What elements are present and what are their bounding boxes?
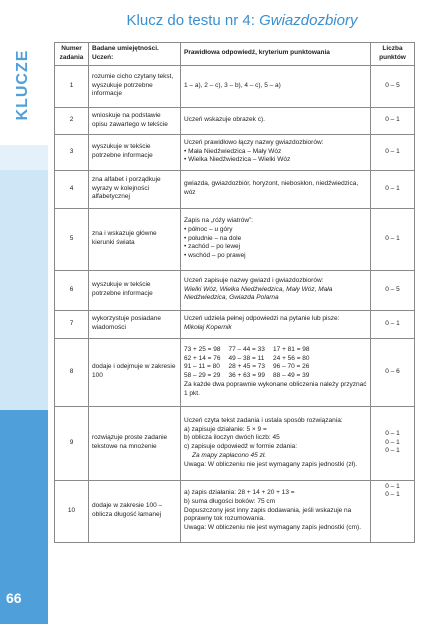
table-row	[55, 170, 415, 208]
table-row	[55, 65, 415, 107]
task-skill: wnioskuje na podstawie opisu zawartego w tekście	[89, 107, 181, 134]
task-number: 10	[55, 480, 89, 542]
task-points: 0 – 1	[371, 107, 415, 134]
task-number: 9	[55, 406, 89, 480]
task-points: 0 – 1 0 – 1 0 – 1	[371, 406, 415, 480]
task-number: 1	[55, 65, 89, 107]
task-points: 0 – 1	[371, 134, 415, 170]
sidebar-band-mid	[0, 170, 48, 410]
task-number: 4	[55, 170, 89, 208]
header-skill: Badane umiejętności. Uczeń:	[89, 43, 181, 66]
task-points: 0 – 5	[371, 270, 415, 310]
page-number: 66	[6, 590, 22, 606]
task-answer: Uczeń udziela pełnej odpowiedzi na pytanie lub pisze: Mikołaj Kopernik	[181, 310, 371, 338]
task-answer: a) zapis działania: 28 + 14 + 20 + 13 = b) suma długości boków: 75 cm Dopuszczony jest inny zapis dodawania, jeśli wskazuje na poprawny tok rozumowania. Uwaga: W obliczeniu nie jest wymagany zapis jednostki (cm).	[181, 480, 371, 542]
answer-key-table	[54, 42, 415, 543]
table-row	[55, 310, 415, 338]
task-skill: zna alfabet i porządkuje wyrazy w kolejności alfabetycznej	[89, 170, 181, 208]
table-row	[55, 107, 415, 134]
task-points: 0 – 1 0 – 1	[371, 480, 415, 542]
task-answer: 1 – a), 2 – c), 3 – b), 4 – c), 5 – a)	[181, 65, 371, 107]
task-skill: dodaje w zakresie 100 – oblicza długość łamanej	[89, 480, 181, 542]
task-answer: gwiazda, gwiazdozbiór, horyzont, nieboskłon, niedźwiedzica, wóz	[181, 170, 371, 208]
task-points: 0 – 1	[371, 310, 415, 338]
equation-grid: 73 + 25 = 98 77 – 44 = 33 17 + 81 = 98 62 + 14 = 76 49 – 38 = 11 24 + 56 = 80 91 – 11 = 80 28 + 45 = 73 96 – 70 = 26 58 – 29 = 29 36 + 63 = 99 88 – 49 = 39	[184, 345, 310, 380]
task-points: 0 – 1	[371, 170, 415, 208]
table-row	[55, 480, 415, 542]
task-answer: Zapis na „róży wiatrów”: • północ – u góry • południe – na dole • zachód – po lewej • wschód – po prawej	[181, 208, 371, 270]
task-number: 6	[55, 270, 89, 310]
task-points: 0 – 6	[371, 338, 415, 406]
sidebar-section-label: KLUCZE	[14, 49, 31, 121]
task-skill: wyszukuje w tekście potrzebne informacje	[89, 270, 181, 310]
task-answer: Uczeń zapisuje nazwy gwiazd i gwiazdozbiorów: Wielki Wóz, Wielka Niedźwiedzica, Mały Wóz, Mała Niedźwiedzica, Gwiazda Polarna	[181, 270, 371, 310]
header-answer: Prawidłowa odpowiedź, kryterium punktowania	[181, 43, 371, 66]
task-number: 7	[55, 310, 89, 338]
task-skill: wykorzystuje posiadane wiadomości	[89, 310, 181, 338]
table-row	[55, 270, 415, 310]
task-answer: Uczeń wskazuje obrazek c).	[181, 107, 371, 134]
task-skill: wyszukuje w tekście potrzebne informacje	[89, 134, 181, 170]
task-skill: dodaje i odejmuje w zakresie 100	[89, 338, 181, 406]
table-row	[55, 208, 415, 270]
table-row	[55, 338, 415, 406]
header-points: Liczba punktów	[371, 43, 415, 66]
task-skill: rozumie cicho czytany tekst, wyszukuje potrzebne informacje	[89, 65, 181, 107]
table-row	[55, 406, 415, 480]
page-title: Klucz do testu nr 4: Gwiazdozbiory	[126, 12, 358, 29]
task-number: 2	[55, 107, 89, 134]
table-header-row	[55, 43, 415, 66]
task-number: 5	[55, 208, 89, 270]
task-answer: 73 + 25 = 98 77 – 44 = 33 17 + 81 = 98 62 + 14 = 76 49 – 38 = 11 24 + 56 = 80 91 – 11 = 80 28 + 45 = 73 96 – 70 = 26 58 – 29 = 29 36 + 63 = 99 88 – 49 = 39 Za każde dwa poprawnie wykonane obliczenia należy przyznać 1 pkt.	[181, 338, 371, 406]
header-number: Numer zadania	[55, 43, 89, 66]
task-points: 0 – 5	[371, 65, 415, 107]
task-skill: zna i wskazuje główne kierunki świata	[89, 208, 181, 270]
task-points: 0 – 1	[371, 208, 415, 270]
task-number: 3	[55, 134, 89, 170]
task-answer: Uczeń prawidłowo łączy nazwy gwiazdozbiorów: • Mała Niedźwiedzica – Mały Wóz • Wielka Niedźwiedzica – Wielki Wóz	[181, 134, 371, 170]
sidebar-band-light	[0, 145, 48, 170]
table-row	[55, 134, 415, 170]
task-number: 8	[55, 338, 89, 406]
task-answer: Uczeń czyta tekst zadania i ustala sposób rozwiązania: a) zapisuje działanie: 5 × 9 = b) oblicza iloczyn dwóch liczb: 45 c) zapisuje odpowiedź w formie zdania: Za mapy zapłacono 45 zł. Uwaga: W obliczeniu nie jest wymagany zapis jednostki (zł).	[181, 406, 371, 480]
task-skill: rozwiązuje proste zadanie tekstowe na mnożenie	[89, 406, 181, 480]
